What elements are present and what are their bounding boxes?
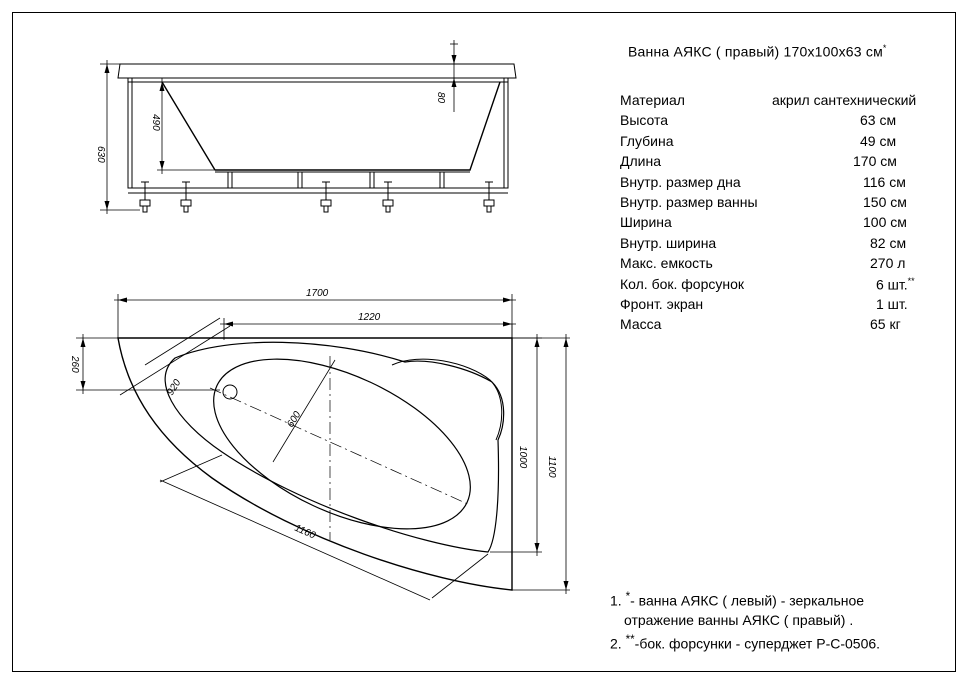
spec-name: Масса xyxy=(620,316,662,333)
spec-value-text: 100 см xyxy=(863,214,907,231)
footnote-marker: * xyxy=(625,590,631,603)
spec-row xyxy=(620,214,960,234)
drawing-title xyxy=(628,43,887,60)
spec-row xyxy=(620,92,960,112)
drain-icon xyxy=(223,385,237,399)
spec-value-text: 49 см xyxy=(860,132,897,149)
spec-name: Высота xyxy=(620,112,669,129)
bathtub-body-outline xyxy=(162,82,500,170)
footnote-marker: ** xyxy=(625,632,635,646)
spec-value-text: 1 шт. xyxy=(876,295,908,312)
headrest xyxy=(392,359,502,440)
spec-value xyxy=(772,92,970,108)
footnote-text: -бок. форсунки - суперджет Р-С-0506. xyxy=(634,635,881,652)
dim-600: 600 xyxy=(285,409,304,430)
spec-name: Длина xyxy=(620,153,661,170)
spec-row xyxy=(620,316,960,336)
footnote-2 xyxy=(610,630,880,654)
spec-row xyxy=(620,174,960,194)
spec-row xyxy=(620,112,960,132)
spec-value xyxy=(863,174,970,190)
dim-1100: 1100 xyxy=(546,456,557,478)
spec-row xyxy=(620,194,960,214)
spec-value xyxy=(870,235,970,251)
spec-value xyxy=(860,133,970,149)
spec-row xyxy=(620,296,960,316)
spec-value xyxy=(860,112,970,128)
spec-name: Внутр. размер ванны xyxy=(620,193,758,210)
title-text: Ванна АЯКС ( правый) 170х100х63 см xyxy=(628,43,883,60)
bathtub-rim xyxy=(118,64,516,78)
dim-490: 490 xyxy=(150,114,161,131)
footnotes xyxy=(610,587,880,653)
footnote-1-continued xyxy=(610,611,880,630)
spec-value-text: 65 кг xyxy=(870,316,901,333)
spec-value-text: 63 см xyxy=(860,112,897,129)
spec-row xyxy=(620,235,960,255)
spec-name: Ширина xyxy=(620,214,672,231)
specifications-list xyxy=(620,92,960,337)
spec-value-text: акрил сантехнический xyxy=(772,92,917,108)
footnote-text: отражение ванны АЯКС ( правый) . xyxy=(624,611,854,628)
spec-name: Материал xyxy=(620,92,685,108)
spec-value xyxy=(870,255,970,271)
spec-value xyxy=(876,276,970,293)
spec-value-text: 6 шт. xyxy=(876,276,908,293)
spec-value-text: 82 см xyxy=(870,234,907,251)
footnote-text: - ванна АЯКС ( левый) - зеркальное xyxy=(630,592,865,609)
spec-value-text: 270 л xyxy=(870,255,906,272)
spec-name: Внутр. размер дна xyxy=(620,173,741,190)
footnote-1 xyxy=(610,587,880,611)
spec-name: Макс. емкость xyxy=(620,255,713,272)
title-marker: * xyxy=(882,43,887,53)
spec-row xyxy=(620,153,960,173)
spec-value-text: 170 см xyxy=(853,153,897,170)
spec-value xyxy=(863,194,970,210)
dim-630: 630 xyxy=(95,146,106,163)
footnote-number: 1. xyxy=(610,592,622,609)
spec-name: Внутр. ширина xyxy=(620,234,717,251)
spec-value xyxy=(863,214,970,230)
spec-row xyxy=(620,133,960,153)
spec-value xyxy=(876,296,970,312)
dim-1700: 1700 xyxy=(306,288,329,299)
spec-value xyxy=(853,153,970,169)
footnote-number: 2. xyxy=(610,635,622,652)
spec-name: Кол. бок. форсунок xyxy=(620,275,745,292)
dim-1160: 1160 xyxy=(292,522,317,542)
spec-name: Фронт. экран xyxy=(620,295,704,312)
spec-row xyxy=(620,276,960,296)
dim-1000: 1000 xyxy=(517,446,528,469)
side-view xyxy=(118,64,516,193)
top-dimension-lines xyxy=(76,294,570,600)
dim-260: 260 xyxy=(69,356,80,373)
spec-marker: ** xyxy=(907,275,915,286)
spec-value-text: 116 см xyxy=(863,173,906,190)
adjustable-legs xyxy=(140,182,494,212)
bathtub-inner-rim xyxy=(165,342,504,552)
top-view xyxy=(118,324,512,590)
spec-name: Глубина xyxy=(620,132,674,149)
bathtub-outer-contour xyxy=(118,338,512,590)
spec-value-text: 150 см xyxy=(863,193,907,210)
dim-920: 920 xyxy=(165,377,184,398)
arrowheads xyxy=(81,55,569,590)
dim-1220: 1220 xyxy=(358,312,381,323)
spec-value xyxy=(870,316,970,332)
bathtub-bowl xyxy=(188,324,496,564)
spec-row xyxy=(620,255,960,275)
dim-80: 80 xyxy=(435,92,446,104)
